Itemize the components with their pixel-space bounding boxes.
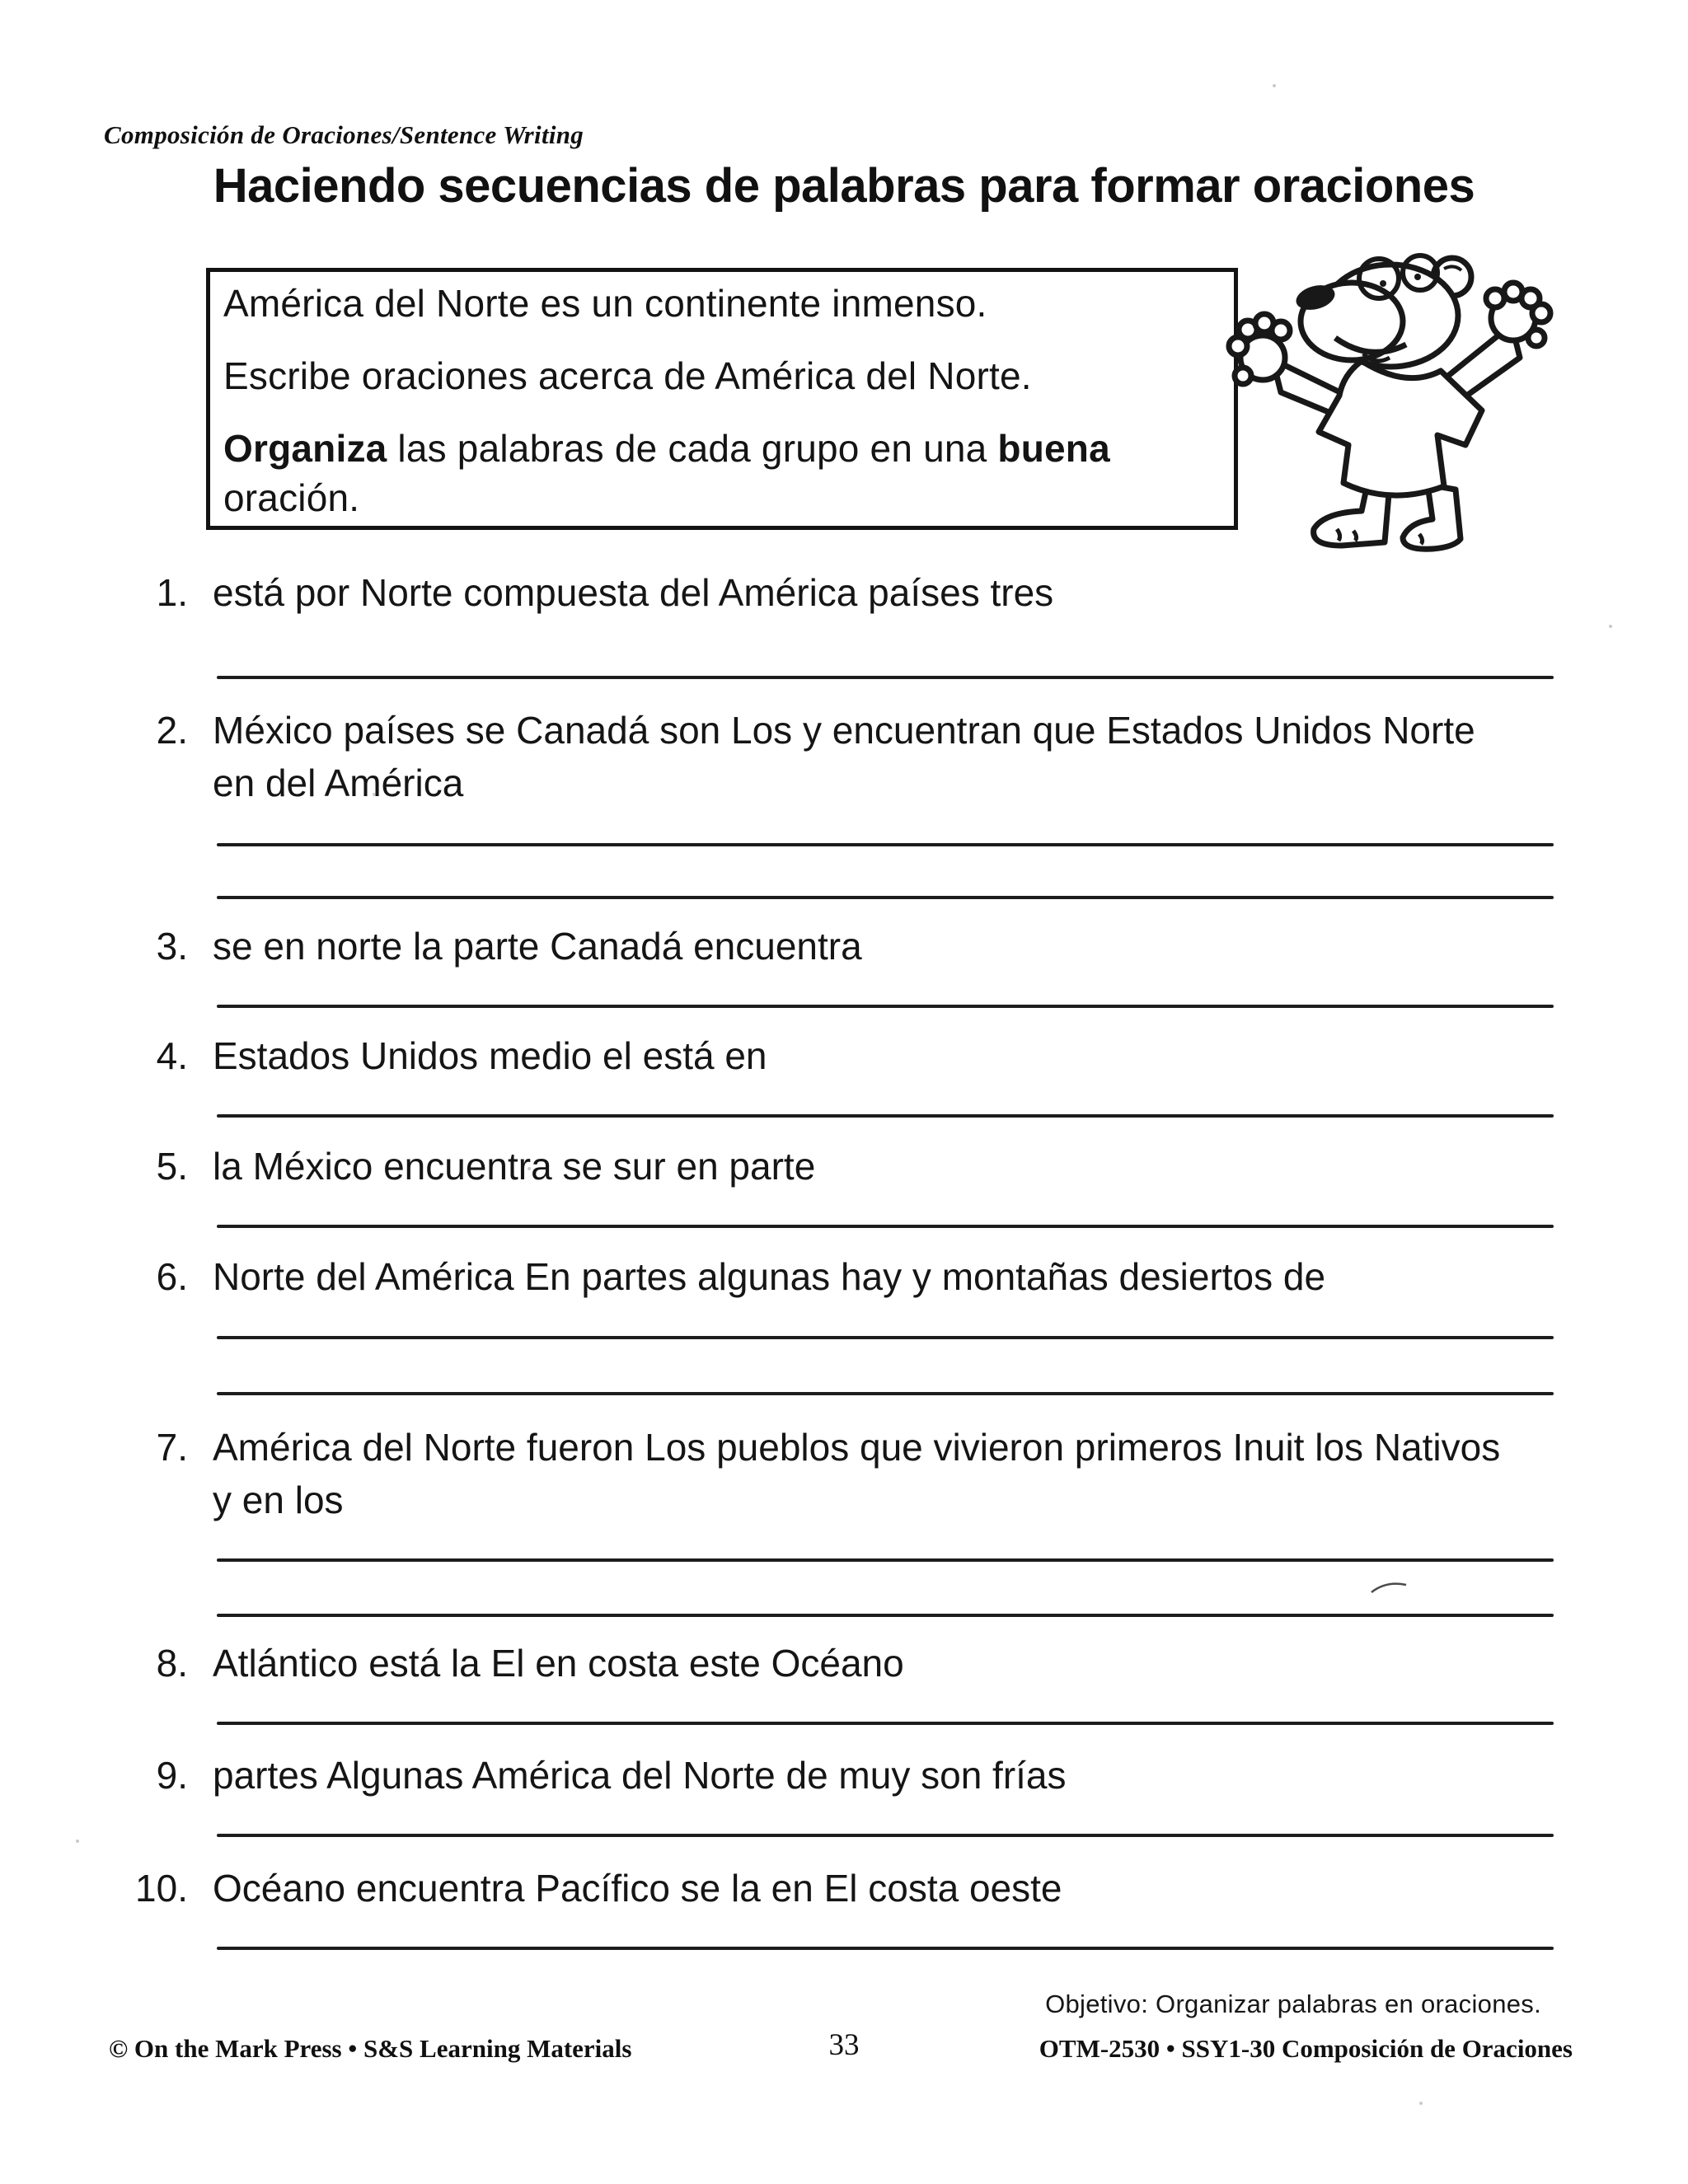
item-scrambled-words: Océano encuentra Pacífico se la en El costa oeste [213, 1867, 1062, 1910]
item-number: 7. [156, 1426, 188, 1469]
exercise-item-8 [115, 1637, 904, 1690]
bear-right-eye [1414, 274, 1421, 280]
answer-line[interactable] [217, 1225, 1554, 1228]
item-scrambled-words: México países se Canadá son Los y encuentran que Estados Unidos Norte en del América [213, 709, 1475, 804]
answer-line[interactable] [217, 1336, 1554, 1339]
exercise-item-4 [115, 1029, 767, 1082]
item-number: 4. [156, 1034, 188, 1077]
item-number: 5. [156, 1145, 188, 1188]
answer-line[interactable] [217, 1558, 1554, 1562]
answer-line[interactable] [217, 1947, 1554, 1950]
instruction-line-3-tail: oración. [223, 476, 360, 519]
item-number: 6. [156, 1255, 188, 1298]
item-scrambled-words: se en norte la parte Canadá encuentra [213, 925, 862, 968]
item-number: 9. [156, 1754, 188, 1797]
answer-line[interactable] [217, 843, 1554, 846]
answer-line[interactable] [217, 1722, 1554, 1725]
page-number: 33 [828, 2028, 860, 2062]
bear-left-eye [1380, 280, 1386, 287]
item-scrambled-words: América del Norte fueron Los pueblos que vivieron primeros Inuit los Nativos y en los [213, 1426, 1501, 1521]
instruction-line-3-middle: las palabras de cada grupo en una [387, 427, 998, 470]
scan-speckle [1609, 625, 1612, 628]
item-scrambled-words: Atlántico está la El en costa este Océano [213, 1642, 904, 1685]
exercise-item-2 [115, 704, 1475, 809]
worksheet-category-label: Composición de Oraciones/Sentence Writing [104, 120, 584, 149]
page-title: Haciendo secuencias de palabras para formar oraciones [213, 159, 1475, 213]
item-scrambled-words: Estados Unidos medio el está en [213, 1034, 767, 1077]
scan-speckle [76, 1840, 79, 1843]
answer-line[interactable] [217, 1005, 1554, 1008]
item-number: 10. [135, 1867, 188, 1910]
answer-line[interactable] [217, 1114, 1554, 1118]
item-scrambled-words: está por Norte compuesta del América países tres [213, 571, 1054, 614]
exercise-item-5 [115, 1140, 815, 1193]
scan-speckle [373, 793, 376, 796]
instruction-bold-buena: buena [997, 427, 1110, 470]
item-scrambled-words: la México encuentra se sur en parte [213, 1145, 816, 1188]
item-number: 3. [156, 925, 188, 968]
answer-line[interactable] [217, 1614, 1554, 1617]
scan-stray-mark [1370, 1579, 1409, 1596]
instruction-line-1: América del Norte es un continente inmenso. [223, 282, 987, 325]
instruction-box [206, 268, 1238, 530]
happy-bear-illustration [1221, 237, 1568, 559]
exercise-item-3 [115, 920, 862, 972]
answer-line[interactable] [217, 896, 1554, 899]
exercise-item-6 [115, 1250, 1325, 1303]
scan-speckle [1419, 2102, 1423, 2105]
item-number: 8. [156, 1642, 188, 1685]
instruction-bold-organiza: Organiza [223, 427, 387, 470]
answer-line[interactable] [217, 1392, 1554, 1395]
scan-speckle [528, 1167, 531, 1170]
item-number: 2. [156, 709, 188, 752]
answer-line[interactable] [217, 1834, 1554, 1837]
scan-speckle [1273, 84, 1276, 87]
exercise-item-1 [115, 566, 1053, 619]
item-scrambled-words: partes Algunas América del Norte de muy son frías [213, 1754, 1067, 1797]
objective-label: Objetivo: Organizar palabras en oraciones. [1045, 1990, 1541, 2018]
exercise-item-7 [115, 1421, 1500, 1526]
instruction-line-2: Escribe oraciones acerca de América del Norte. [223, 354, 1032, 397]
document-code: OTM-2530 • SSY1-30 Composición de Oraciones [1039, 2034, 1573, 2063]
exercise-item-9 [115, 1749, 1067, 1802]
item-number: 1. [156, 571, 188, 614]
copyright-label: © On the Mark Press • S&S Learning Materials [109, 2034, 632, 2063]
answer-line[interactable] [217, 676, 1554, 679]
item-scrambled-words: Norte del América En partes algunas hay y montañas desiertos de [213, 1255, 1326, 1298]
instruction-line-3 [223, 424, 1217, 523]
exercise-item-10 [115, 1862, 1062, 1915]
